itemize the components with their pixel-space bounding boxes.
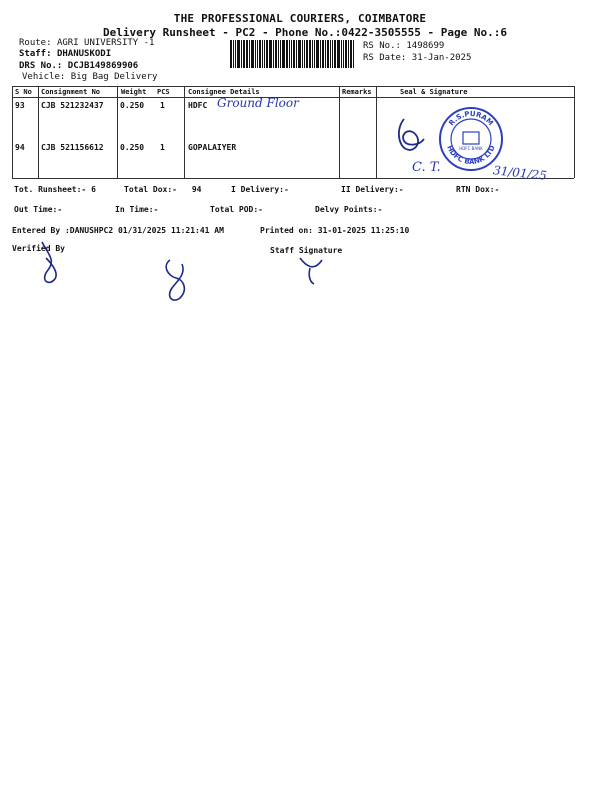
ii-delivery-label: II Delivery:- (341, 185, 404, 194)
runsheet-title: Delivery Runsheet - PC2 - Phone No.:0422-3505555 - Page No.:6 (103, 26, 507, 39)
stamp-center-text: HDFC BANK (459, 146, 483, 151)
tot-runsheet (14, 185, 96, 194)
handwritten-remark: Ground Floor (217, 96, 299, 110)
barcode-bar (316, 40, 319, 68)
row-sno: 94 (15, 143, 25, 152)
col-header-seal-signature: Seal & Signature (400, 88, 468, 96)
drs-line (19, 61, 138, 71)
verified-by-label: Verified By (12, 244, 65, 253)
row-weight: 0.250 (120, 101, 145, 110)
barcode-bar (255, 40, 256, 68)
col-header-remarks: Remarks (342, 88, 372, 96)
barcode-bar (291, 40, 292, 68)
total-dox-label: Total Dox:- (124, 185, 177, 194)
barcode-bar (320, 40, 321, 68)
barcode-bar (306, 40, 308, 68)
rs-date-label: RS Date: (363, 53, 407, 63)
barcode-bar (237, 40, 240, 68)
handwritten-date: 31/01/25 (492, 163, 548, 183)
barcode-bar (286, 40, 288, 68)
rs-no-label: RS No.: (363, 41, 401, 51)
vehicle-line (22, 72, 157, 82)
total-pod-label: Total POD:- (210, 205, 263, 214)
barcode-bar (241, 40, 242, 68)
barcode-bar (269, 40, 272, 68)
barcode-bar (259, 40, 261, 68)
row-consignee: GOPALAIYER (188, 143, 237, 152)
barcode-bar (289, 40, 290, 68)
staff-line (19, 49, 111, 59)
rtn-dox-label: RTN Dox:- (456, 185, 500, 194)
rs-date-line (363, 53, 471, 63)
barcode-bar (249, 40, 250, 68)
barcode-bar (243, 40, 245, 68)
route-value: AGRI UNIVERSITY -1 (56, 38, 155, 48)
total-dox-value: 94 (191, 185, 202, 194)
barcode-bar (304, 40, 305, 68)
row-pcs: 1 (160, 143, 165, 152)
drs-label: DRS No.: (19, 61, 63, 71)
route-line (19, 38, 154, 48)
barcode-bar (330, 40, 331, 68)
entered-by: Entered By :DANUSHPC2 01/31/2025 11:21:41 AM (12, 226, 224, 235)
row-weight: 0.250 (120, 143, 145, 152)
barcode-bar (332, 40, 333, 68)
barcode-bar (264, 40, 265, 68)
verifier-signature (34, 240, 74, 290)
handwritten-note: C. T. (412, 160, 441, 175)
staff-signature-mark (296, 254, 328, 288)
staff-value: DHANUSKODI (56, 49, 112, 59)
stamp-top-text: R.S.PURAM (447, 109, 495, 128)
barcode-bar (278, 40, 279, 68)
barcode-bar (322, 40, 324, 68)
route-label: Route: (19, 38, 52, 48)
barcode-bar (353, 40, 354, 68)
barcode-bar (334, 40, 336, 68)
barcode-bar (251, 40, 254, 68)
rs-no-line (363, 41, 444, 51)
rs-no-value: 1498699 (406, 41, 445, 51)
i-delivery-label: I Delivery:- (231, 185, 289, 194)
col-header-consignee: Consignee Details (188, 88, 260, 96)
row-consignee: HDFC (188, 101, 208, 110)
barcode-bar (293, 40, 295, 68)
barcode-bar (312, 40, 313, 68)
staff-signature-label: Staff Signature (270, 246, 343, 255)
barcode-bar (296, 40, 297, 68)
barcode-bar (345, 40, 347, 68)
bank-seal-stamp (438, 106, 504, 172)
barcode-bar (280, 40, 281, 68)
printed-on: Printed on: 31-01-2025 11:25:10 (260, 226, 410, 235)
tot-runsheet-label: Tot. Runsheet:- (14, 185, 87, 194)
row-consignment: CJB 521156612 (41, 143, 104, 152)
barcode-bar (235, 40, 236, 68)
barcode-bar (266, 40, 268, 68)
tot-runsheet-value: 6 (91, 185, 96, 194)
barcode-bar (348, 40, 349, 68)
barcode-bar (298, 40, 301, 68)
vehicle-label: Vehicle: (22, 72, 66, 82)
barcode-bar (314, 40, 315, 68)
barcode-bar (309, 40, 311, 68)
col-header-sno: S No (15, 88, 32, 96)
vehicle-value: Big Bag Delivery (70, 72, 158, 82)
rs-date-value: 31-Jan-2025 (411, 53, 472, 63)
staff-label: Staff: (19, 49, 52, 59)
row-pcs: 1 (160, 101, 165, 110)
in-time-label: In Time:- (115, 205, 159, 214)
company-title: THE PROFESSIONAL COURIERS, COIMBATORE (173, 12, 427, 25)
col-header-weight: Weight (121, 88, 147, 96)
barcode-bar (327, 40, 329, 68)
receiver-signature (392, 115, 432, 155)
barcode-bar (325, 40, 326, 68)
col-header-consignment: Consignment No (41, 88, 101, 96)
stamp-bottom-text: HDFC BANK LTD (445, 144, 497, 167)
barcode-bar (337, 40, 340, 68)
drs-barcode (230, 40, 355, 68)
barcode-bar (343, 40, 344, 68)
barcode-bar (233, 40, 234, 68)
barcode-bar (350, 40, 352, 68)
barcode-bar (246, 40, 248, 68)
staff-signature (160, 256, 200, 306)
total-dox (124, 185, 201, 194)
barcode-bar (282, 40, 285, 68)
barcode-bar (262, 40, 263, 68)
row-sno: 93 (15, 101, 25, 110)
delvy-points-label: Delvy Points:- (315, 205, 383, 214)
col-header-pcs: PCS (157, 88, 170, 96)
drs-value: DCJB149869906 (67, 61, 139, 71)
barcode-bar (302, 40, 303, 68)
barcode-bar (275, 40, 277, 68)
barcode-bar (273, 40, 274, 68)
barcode-bar (230, 40, 232, 68)
barcode-bar (257, 40, 258, 68)
out-time-label: Out Time:- (14, 205, 63, 214)
barcode-bar (341, 40, 342, 68)
row-consignment: CJB 521232437 (41, 101, 104, 110)
